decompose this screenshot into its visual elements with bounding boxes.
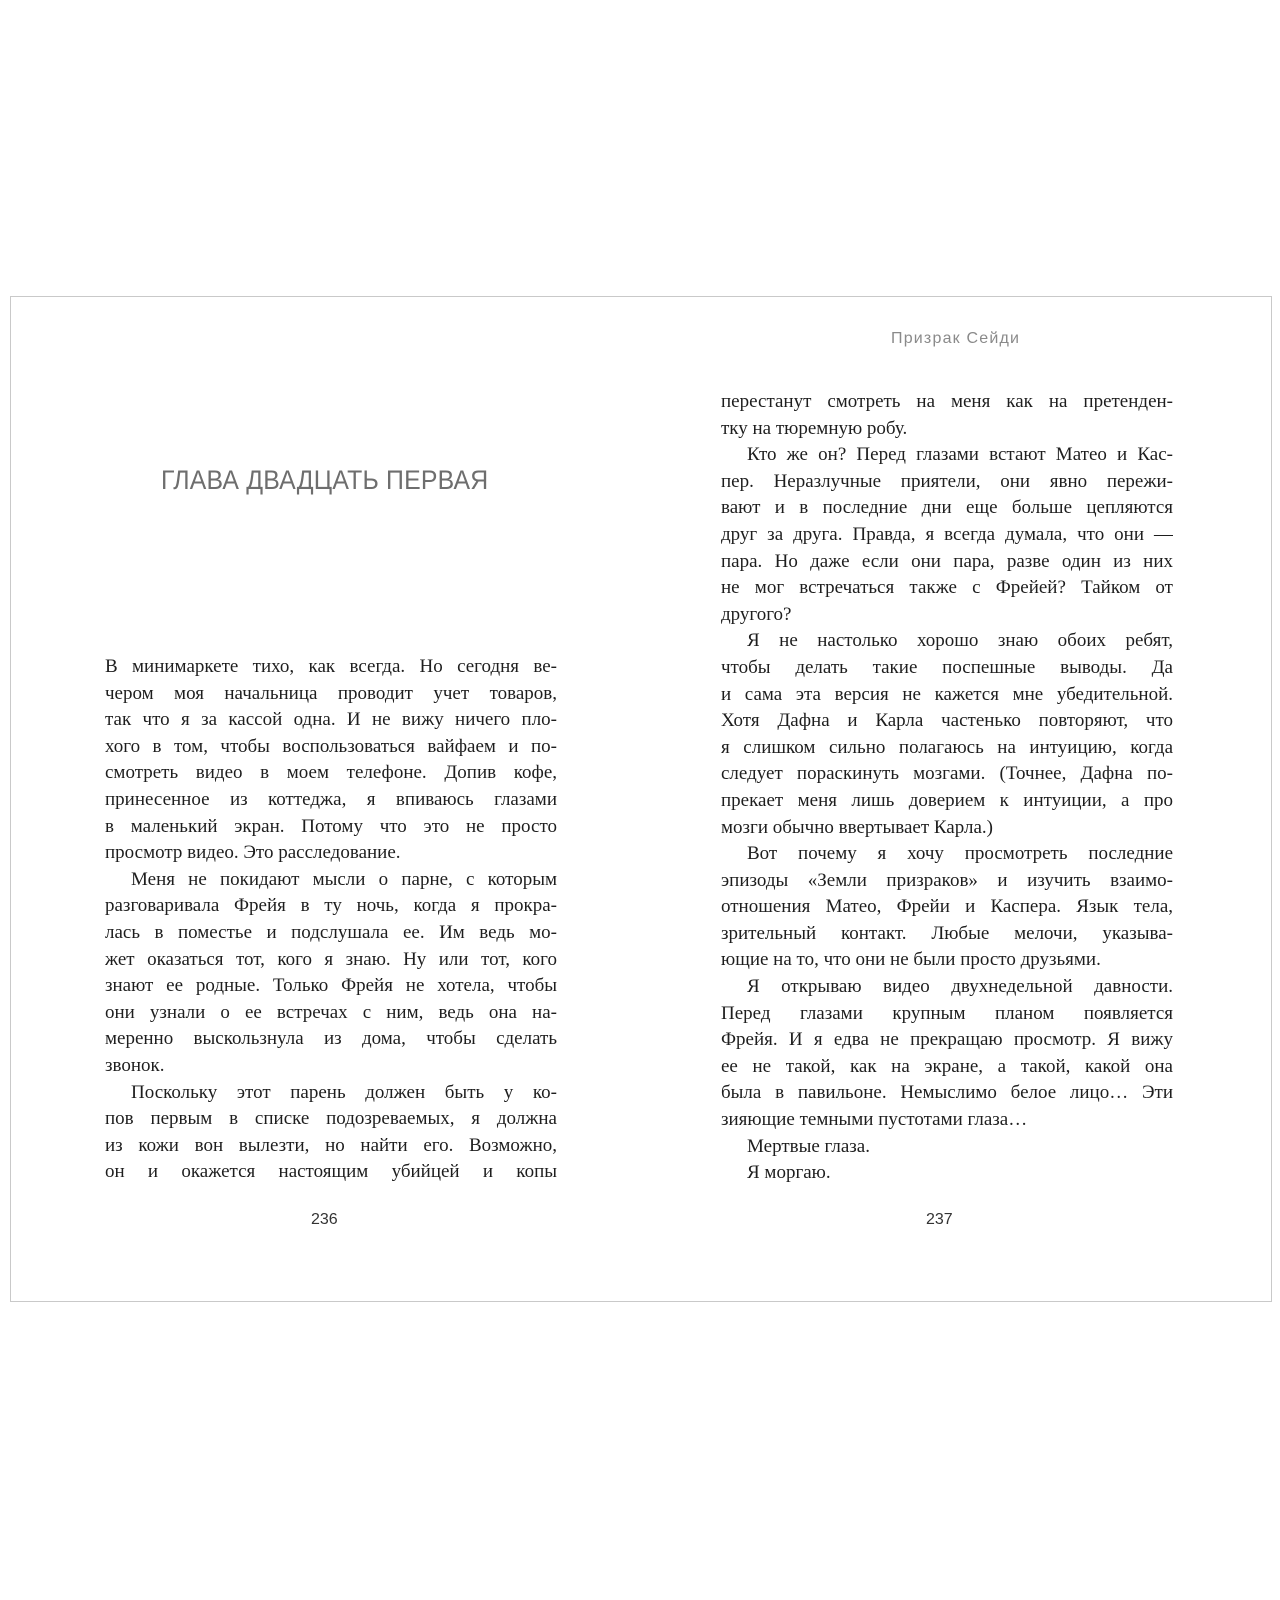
text-line: просмотр видео. Это расследование.	[105, 842, 401, 864]
text-line: ее не такой, как на экране, а такой, какой она	[721, 1055, 1173, 1077]
text-line: знают ее родные. Только Фрейя не хотела, чтобы	[105, 975, 557, 997]
text-line: Я открываю видео двухнедельной давности.	[747, 976, 1173, 998]
text-line: меренно выскользнула из дома, чтобы сделать	[105, 1028, 557, 1050]
text-line: другого?	[721, 603, 792, 625]
text-line: была в павильоне. Немыслимо белое лицо… Эти	[721, 1082, 1173, 1104]
text-line: смотреть видео в моем телефоне. Допив кофе,	[105, 762, 557, 784]
text-line: Мертвые глаза.	[747, 1135, 870, 1157]
text-line: Поскольку этот парень должен быть у ко-	[131, 1081, 557, 1103]
chapter-title: ГЛАВА ДВАДЦАТЬ ПЕРВАЯ	[161, 465, 489, 495]
text-line: Кто же он? Перед глазами встают Матео и Кас-	[747, 444, 1173, 466]
text-line: звонок.	[105, 1054, 165, 1076]
text-line: жет оказаться тот, кого я знаю. Ну или тот, кого	[105, 948, 557, 970]
text-line: я слишком сильно полагаюсь на интуицию, когда	[721, 736, 1173, 758]
text-line: эпизоды «Земли призраков» и изучить взаимо-	[721, 869, 1173, 891]
text-line: он и окажется настоящим убийцей и копы	[105, 1161, 557, 1183]
text-line: друг за друга. Правда, я всегда думала, что они —	[721, 523, 1173, 545]
text-line: ющие на то, что они не были просто друзьями.	[721, 949, 1101, 971]
text-line: чтобы делать такие поспешные выводы. Да	[721, 656, 1173, 678]
page-number: 237	[926, 1211, 953, 1228]
text-line: Я моргаю.	[747, 1162, 831, 1184]
text-line: тку на тюремную робу.	[721, 417, 908, 439]
text-line: зияющие темными пустотами глаза…	[721, 1109, 1028, 1131]
book-spread	[10, 296, 1272, 1302]
text-line: Фрейя. И я едва не прекращаю просмотр. Я вижу	[721, 1029, 1173, 1051]
text-line: прекает меня лишь доверием к интуиции, а про	[721, 789, 1173, 811]
text-line: мозги обычно ввертывает Карла.)	[721, 816, 993, 838]
text-line: В минимаркете тихо, как всегда. Но сегодня ве-	[105, 656, 557, 677]
body-text	[721, 389, 1173, 1187]
text-line: Перед глазами крупным планом появляется	[721, 1002, 1173, 1024]
text-line: Меня не покидают мысли о парне, с которым	[131, 868, 557, 890]
text-line: в маленький экран. Потому что это не просто	[105, 815, 557, 837]
text-line: лась в поместье и подслушала ее. Им ведь мо-	[105, 921, 557, 943]
text-line: вают и в последние дни еще больше цепляются	[721, 497, 1173, 519]
right-page	[642, 297, 1273, 1301]
text-line: отношения Матео, Фрейи и Каспера. Язык тела,	[721, 896, 1173, 918]
text-line: пара. Но даже если они пара, разве один из них	[721, 550, 1173, 572]
text-line: не мог встречаться также с Фрейей? Тайком от	[721, 577, 1173, 599]
text-line: и сама эта версия не кажется мне убедительной.	[721, 683, 1173, 705]
body-text	[105, 654, 557, 1186]
text-line: Вот почему я хочу просмотреть последние	[747, 843, 1173, 865]
text-line: так что я за кассой одна. И не вижу ничего пло-	[105, 709, 557, 731]
text-line: зрительный контакт. Любые мелочи, указыва-	[721, 922, 1173, 944]
text-line: Я не настолько хорошо знаю обоих ребят,	[747, 630, 1173, 652]
text-line: чером моя начальница проводит учет товаров,	[105, 682, 557, 704]
text-line: перестанут смотреть на меня как на претенден-	[721, 391, 1173, 412]
text-line: они узнали о ее встречах с ним, ведь она на-	[105, 1001, 557, 1023]
text-line: принесенное из коттеджа, я впиваюсь глазами	[105, 788, 557, 810]
text-line: разговаривала Фрейя в ту ночь, когда я прокра-	[105, 895, 557, 917]
running-head: Призрак Сейди	[891, 330, 1021, 347]
text-line: следует пораскинуть мозгами. (Точнее, Дафна по-	[721, 763, 1173, 785]
text-line: хого в том, чтобы воспользоваться вайфаем и по-	[105, 735, 557, 757]
page-number: 236	[311, 1211, 338, 1228]
left-page	[11, 297, 642, 1301]
text-line: Хотя Дафна и Карла частенько повторяют, что	[721, 710, 1173, 732]
text-line: пов первым в списке подозреваемых, я должна	[105, 1108, 557, 1130]
text-line: из кожи вон вылезти, но найти его. Возможно,	[105, 1134, 557, 1156]
text-line: пер. Неразлучные приятели, они явно пережи-	[721, 470, 1173, 492]
